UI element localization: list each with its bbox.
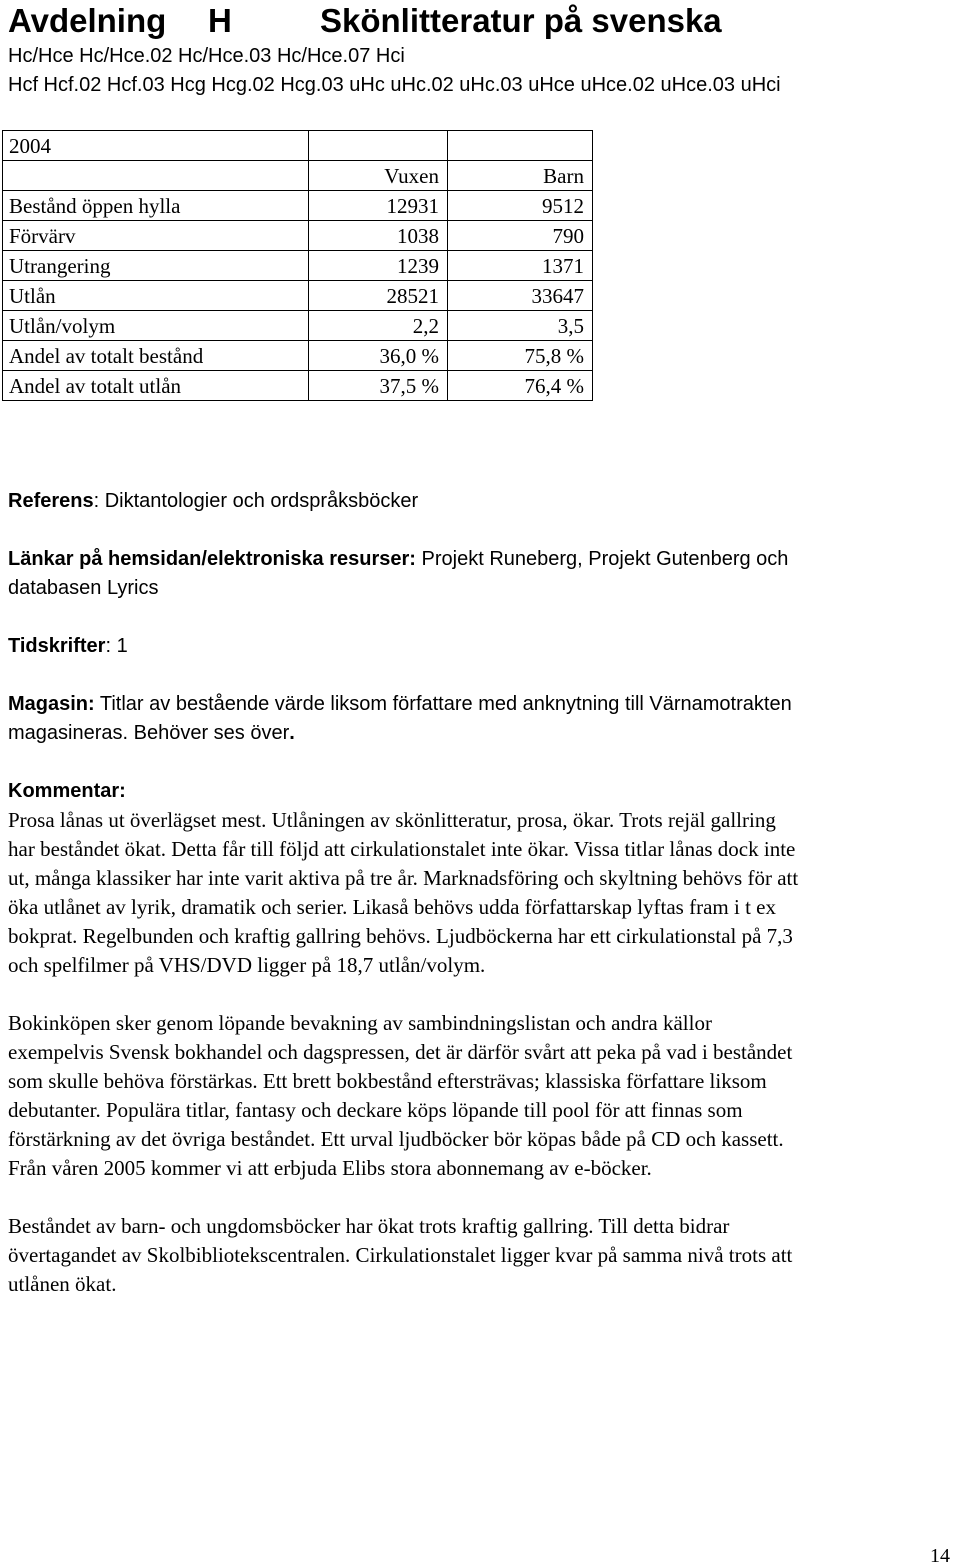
cell-vuxen: 1239 — [309, 251, 448, 281]
paragraph-line: ut, många klassiker har inte varit aktiva på tre år. Marknadsföring och skyltning behövs för att — [8, 866, 799, 890]
cell-vuxen: 12931 — [309, 191, 448, 221]
tidskrifter-label: Tidskrifter — [8, 635, 106, 657]
paragraph-line: har beståndet ökat. Detta får till följd att cirkulationstalet inte ökar. Vissa titlar lånas dock inte — [8, 837, 796, 861]
classification-codes-line-2: Hcf Hcf.02 Hcf.03 Hcg Hcg.02 Hcg.03 uHc uHc.02 uHc.03 uHce uHce.02 uHce.03 uHci — [8, 74, 781, 96]
referens-text: : Diktantologier och ordspråksböcker — [93, 490, 419, 512]
cell-vuxen: 28521 — [309, 281, 448, 311]
cell-barn: 790 — [448, 221, 593, 251]
table-row — [3, 311, 593, 341]
statistics-table — [2, 130, 593, 401]
magasin-label: Magasin: — [8, 693, 95, 715]
row-label: Bestånd öppen hylla — [3, 191, 309, 221]
kommentar-heading: Kommentar: — [8, 780, 126, 802]
table-row — [3, 341, 593, 371]
table-row — [3, 191, 593, 221]
cell-barn: 3,5 — [448, 311, 593, 341]
table-year: 2004 — [3, 131, 309, 161]
paragraph-line: Prosa lånas ut överlägset mest. Utlåningen av skönlitteratur, prosa, ökar. Trots rejäl gallring — [8, 808, 776, 832]
lankar-line-2: databasen Lyrics — [8, 577, 159, 599]
paragraph-line: debutanter. Populära titlar, fantasy och deckare köps löpande till pool för att finnas som — [8, 1098, 743, 1122]
paragraph-line: och spelfilmer på VHS/DVD ligger på 18,7 utlån/volym. — [8, 953, 486, 977]
row-label: Andel av totalt bestånd — [3, 341, 309, 371]
lankar-text: Projekt Runeberg, Projekt Gutenberg och — [415, 548, 789, 570]
table-cell — [3, 161, 309, 191]
classification-codes-line-1: Hc/Hce Hc/Hce.02 Hc/Hce.03 Hc/Hce.07 Hci — [8, 45, 405, 67]
cell-barn: 33647 — [448, 281, 593, 311]
page-heading — [8, 2, 722, 40]
lankar-line-1 — [8, 545, 956, 574]
cell-barn: 76,4 % — [448, 371, 593, 401]
row-label: Förvärv — [3, 221, 309, 251]
paragraph-line: Beståndet av barn- och ungdomsböcker har ökat trots kraftig gallring. Till detta bidrar — [8, 1214, 730, 1238]
table-row — [3, 221, 593, 251]
column-header-vuxen: Vuxen — [309, 161, 448, 191]
lankar-section — [8, 545, 956, 603]
magasin-line-1 — [8, 690, 956, 719]
comment-paragraph-2 — [8, 1009, 956, 1183]
tidskrifter-section — [8, 632, 956, 661]
table-row — [3, 251, 593, 281]
referens-label: Referens — [8, 490, 94, 512]
comment-paragraph-3 — [8, 1212, 956, 1299]
paragraph-line: utlånen ökat. — [8, 1272, 117, 1296]
cell-vuxen: 1038 — [309, 221, 448, 251]
row-label: Utlån — [3, 281, 309, 311]
heading-code: H — [208, 2, 232, 39]
row-label: Andel av totalt utlån — [3, 371, 309, 401]
paragraph-line: exempelvis Svensk bokhandel och dagspressen, det är därför svårt att peka på vad i beståndet — [8, 1040, 793, 1064]
magasin-text-2: magasineras. Behöver ses över — [8, 722, 290, 744]
table-row — [3, 131, 593, 161]
paragraph-line: förstärkning av det övriga beståndet. Ett urval ljudböcker bör köpas både på CD och kassett. — [8, 1127, 784, 1151]
tidskrifter-text: : 1 — [105, 635, 128, 657]
lankar-label: Länkar på hemsidan/elektroniska resurser: — [8, 548, 416, 570]
paragraph-line: som skulle behöva förstärkas. Ett brett bokbestånd eftersträvas; klassiska författare liksom — [8, 1069, 767, 1093]
magasin-dot: . — [289, 722, 295, 744]
paragraph-line: öka utlånet av lyrik, dramatik och serier. Likaså behövs udda författarskap lyftas fram i t ex — [8, 895, 776, 919]
heading-title: Skönlitteratur på svenska — [320, 2, 722, 39]
comment-paragraph-1 — [8, 806, 956, 980]
table-row — [3, 281, 593, 311]
table-header-row — [3, 161, 593, 191]
magasin-line-2 — [8, 719, 956, 748]
table-cell — [448, 131, 593, 161]
referens-section — [8, 487, 956, 516]
table-row — [3, 371, 593, 401]
magasin-section — [8, 690, 956, 748]
column-header-barn: Barn — [448, 161, 593, 191]
paragraph-line: Bokinköpen sker genom löpande bevakning av sambindningslistan och andra källor — [8, 1011, 712, 1035]
cell-vuxen: 2,2 — [309, 311, 448, 341]
paragraph-line: Från våren 2005 kommer vi att erbjuda Elibs stora abonnemang av e-böcker. — [8, 1156, 652, 1180]
magasin-text: Titlar av bestående värde liksom författare med anknytning till Värnamotrakten — [94, 693, 792, 715]
paragraph-line: övertagandet av Skolbibliotekscentralen. Cirkulationstalet ligger kvar på samma nivå trots att — [8, 1243, 793, 1267]
page-number: 14 — [930, 1545, 950, 1567]
cell-barn: 75,8 % — [448, 341, 593, 371]
table-cell — [309, 131, 448, 161]
heading-dept: Avdelning — [8, 2, 167, 39]
paragraph-line: bokprat. Regelbunden och kraftig gallring behövs. Ljudböckerna har ett cirkulationstal på 7,3 — [8, 924, 793, 948]
cell-vuxen: 37,5 % — [309, 371, 448, 401]
cell-barn: 9512 — [448, 191, 593, 221]
row-label: Utlån/volym — [3, 311, 309, 341]
cell-barn: 1371 — [448, 251, 593, 281]
row-label: Utrangering — [3, 251, 309, 281]
cell-vuxen: 36,0 % — [309, 341, 448, 371]
